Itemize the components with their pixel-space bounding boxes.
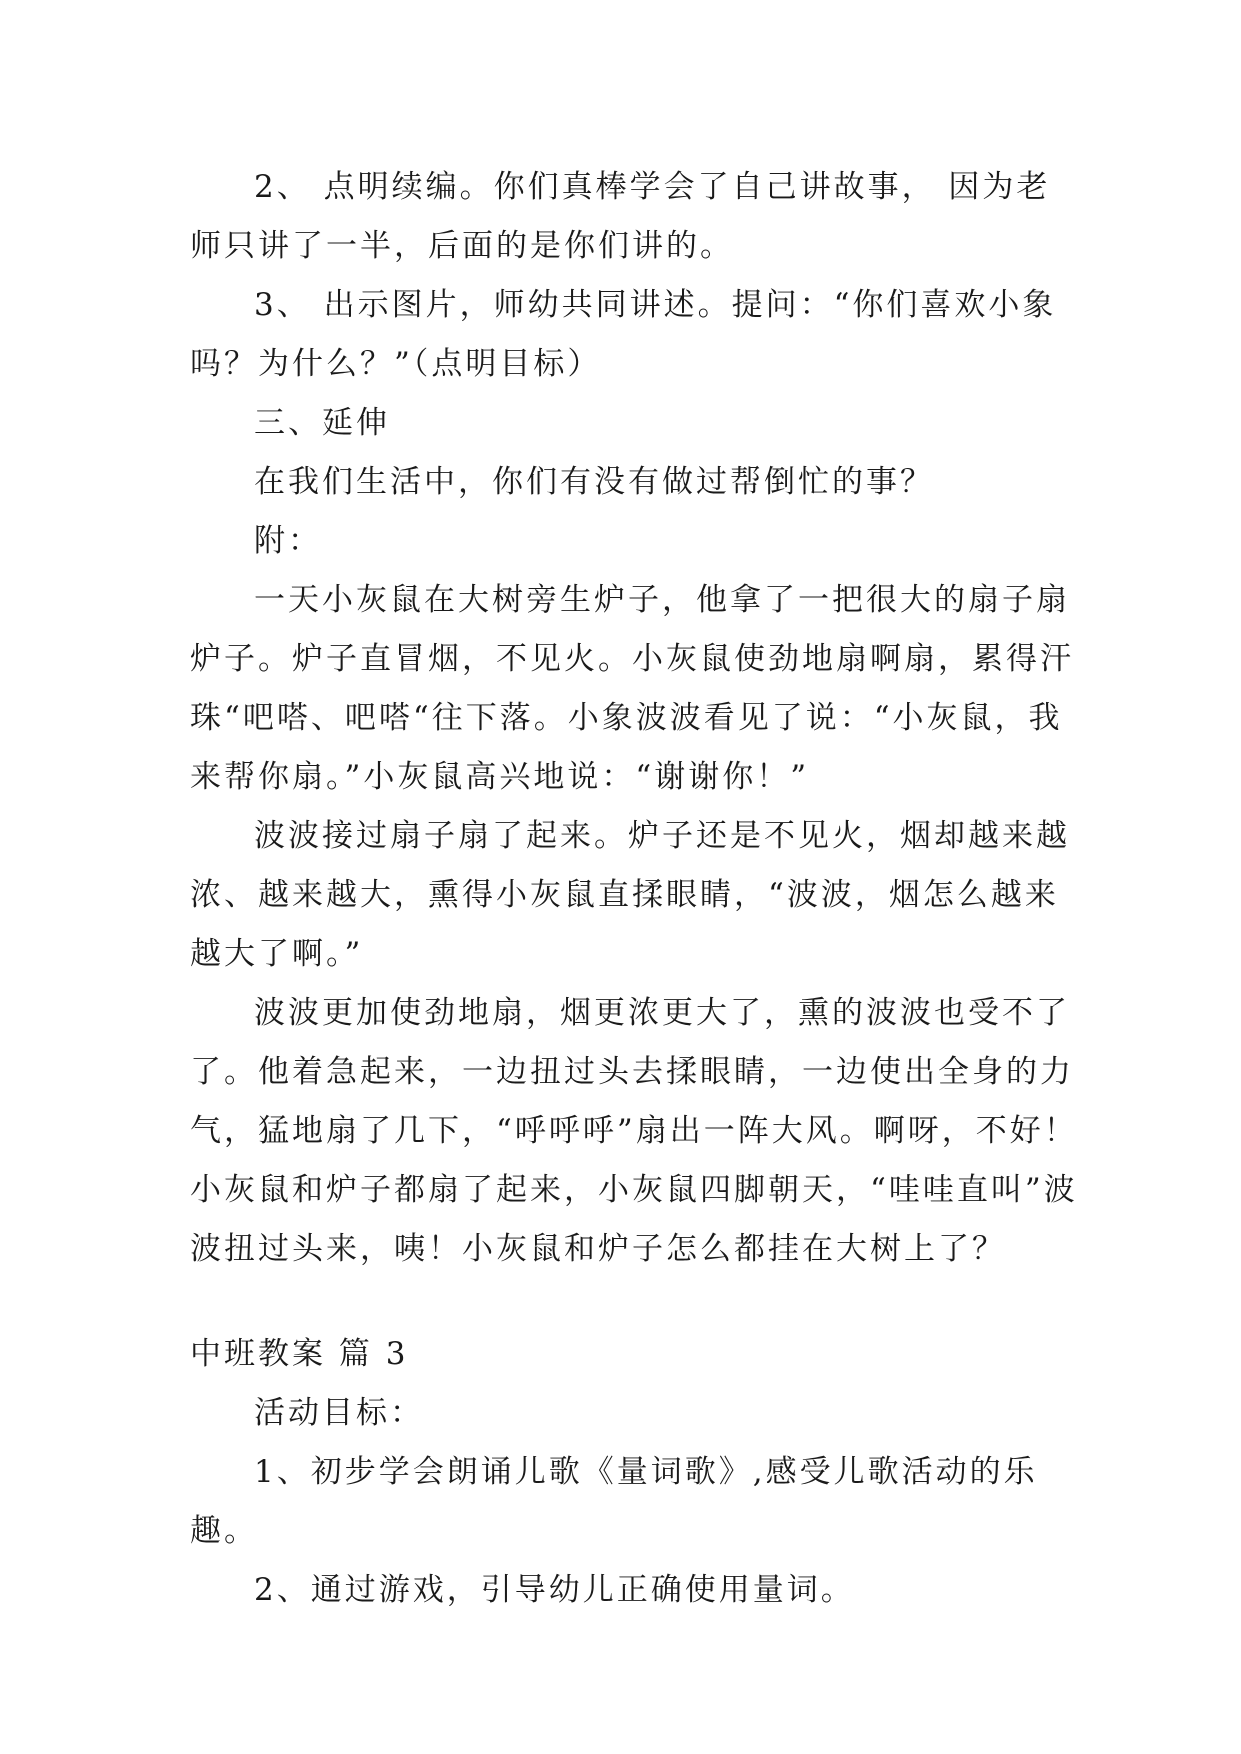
activity-goal-2: 2、通过游戏，引导幼儿正确使用量词。 <box>254 1572 855 1608</box>
paragraph-extension-question: 在我们生活中，你们有没有做过帮倒忙的事？ <box>254 464 934 500</box>
story-paragraph-3: 波波更加使劲地扇，烟更浓更大了，熏的波波也受不了了。他着急起来，一边扭过头去揉眼睛，一边使出全身的力气，猛地扇了几下，“呼呼呼”扇出一阵大风。啊呀，不好！小灰鼠和炉子都扇了起来，小灰鼠四脚朝天，“哇哇直叫”波波扭过头来，咦！小灰鼠和炉子怎么都挂在大树上了？ <box>190 995 1078 1267</box>
document-page <box>190 158 1080 1620</box>
activity-goals-heading: 活动目标： <box>254 1395 424 1431</box>
activity-goal-1: 1、初步学会朗诵儿歌《量词歌》,感受儿歌活动的乐趣。 <box>190 1454 1038 1549</box>
story-paragraph-2: 波波接过扇子扇了起来。炉子还是不见火，烟却越来越浓、越来越大，熏得小灰鼠直揉眼睛，“波波，烟怎么越来越大了啊。” <box>190 818 1070 972</box>
heading-extension: 三、延伸 <box>254 405 390 441</box>
paragraph-show-pictures: 3、 出示图片，师幼共同讲述。提问：“你们喜欢小象吗？为什么？”（点明目标） <box>190 287 1057 382</box>
story-paragraph-1: 一天小灰鼠在大树旁生炉子，他拿了一把很大的扇子扇炉子。炉子直冒烟，不见火。小灰鼠使劲地扇啊扇，累得汗珠“吧嗒、吧嗒“往下落。小象波波看见了说：“小灰鼠，我来帮你扇。”小灰鼠高兴地说：“谢谢你！” <box>190 582 1074 795</box>
section-title: 中班教案 篇 3 <box>190 1336 409 1372</box>
paragraph-continue-story: 2、 点明续编。你们真棒学会了自己讲故事， 因为老师只讲了一半，后面的是你们讲的。 <box>190 169 1051 264</box>
heading-appendix: 附： <box>254 523 322 559</box>
